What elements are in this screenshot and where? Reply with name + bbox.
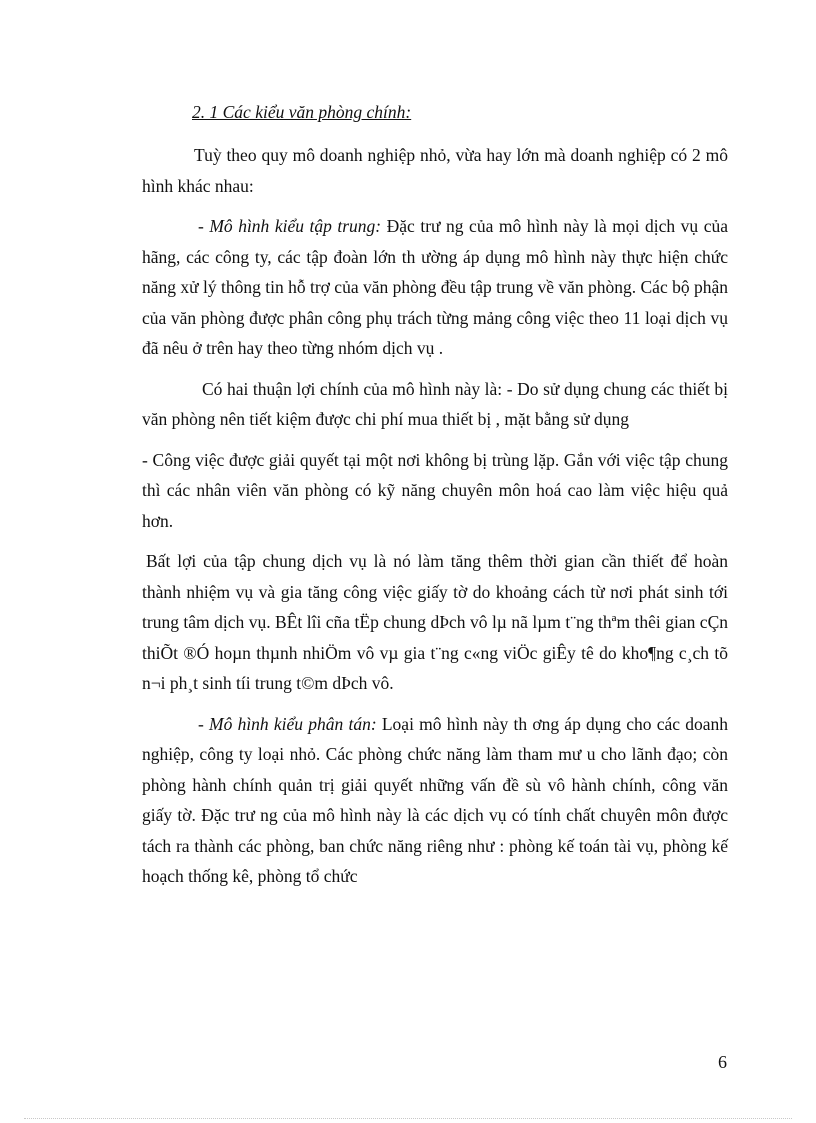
paragraph-intro: Tuỳ theo quy mô doanh nghiệp nhỏ, vừa hay lớn mà doanh nghiệp có 2 mô hình khác nhau: [142,145,728,196]
section-heading: 2. 1 Các kiểu văn phòng chính: [192,102,412,122]
paragraph-distributed-model [142,709,728,892]
footer-divider [24,1118,792,1119]
page-number: 6 [718,1052,727,1072]
paragraph-advantages: Có hai thuận lợi chính của mô hình này là: - Do sử dụng chung các thiết bị văn phòng nên tiết kiệm được chi phí mua thiết bị , mặt bằng sử dụng [142,378,728,429]
body-text [142,140,728,892]
distributed-model-label: - Mô hình kiểu phân tán: [198,713,377,734]
paragraph-centralized-model [142,211,728,364]
paragraph-disadvantages: Bất lợi của tập chung dịch vụ là nó làm tăng thêm thời gian cần thiết để hoàn thành nhiệm vụ và gia tăng công việc giấy tờ do khoảng cách từ nơi phát sinh tới trung tâm dịch vụ. BÊt lîi cña tËp chung dÞch vô lµ nã lµm t¨ng thªm thêi gian cÇn thiÕt ®Ó hoµn thµnh nhiÖm vô vµ gia t¨ng c«ng viÖc giÊy tê do kho¶ng c¸ch tõ n¬i ph¸t sinh tíi trung t©m dÞch vô. [142,551,728,693]
centralized-model-label: - Mô hình kiểu tập trung: [198,216,382,236]
centralized-model-text: Đặc trư ng của mô hình này là mọi dịch vụ của hãng, các công ty, các tập đoàn lớn th ường áp dụng mô hình này thực hiện chức năng xử lý thông tin hỗ trợ của văn phòng đều tập trung về văn phòng. Các bộ phận của văn phòng được phân công phụ trách từng mảng công việc theo 11 loại dịch vụ đã nêu ở trên hay theo từng nhóm dịch vụ . [142,216,728,358]
paragraph-advantage-2: - Công việc được giải quyết tại một nơi không bị trùng lặp. Gắn với việc tập chung thì các nhân viên văn phòng có kỹ năng chuyên môn hoá cao làm việc hiệu quả hơn. [142,449,728,531]
distributed-model-text: Loại mô hình này th ơng áp dụng cho các doanh nghiệp, công ty loại nhỏ. Các phòng chức năng làm tham mư u cho lãnh đạo; còn phòng hành chính quản trị giải quyết những vấn đề sù vô hành chính, công văn giấy tờ. Đặc trư ng của mô hình này là các dịch vụ có tính chất chuyên môn được tách ra thành các phòng, ban chức năng riêng như : phòng kế toán tài vụ, phòng kế hoạch thống kê, phòng tổ chức [142,713,728,886]
